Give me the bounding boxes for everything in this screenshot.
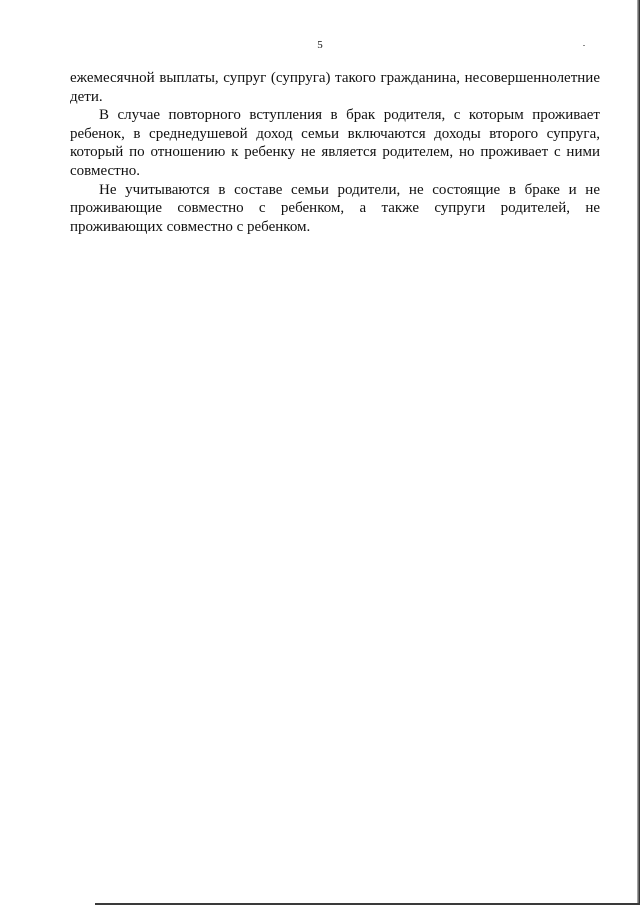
paragraph-continuation: ежемесячной выплаты, супруг (супруга) такого гражданина, несовершеннолетние дети. [70, 70, 600, 105]
body-text [70, 69, 600, 236]
paragraph-exclusions: Не учитываются в составе семьи родители, не состоящие в браке и не проживающие совместно с ребенком, а также супруги родителей, не проживающих совместно с ребенком. [70, 181, 600, 235]
page-number: 5 [317, 39, 323, 51]
paragraph-remarriage: В случае повторного вступления в брак родителя, с которым проживает ребенок, в среднедушевой доход семьи включаются доходы второго супруга, который по отношению к ребенку не является родителем, но проживает с ними совместно. [70, 107, 600, 179]
